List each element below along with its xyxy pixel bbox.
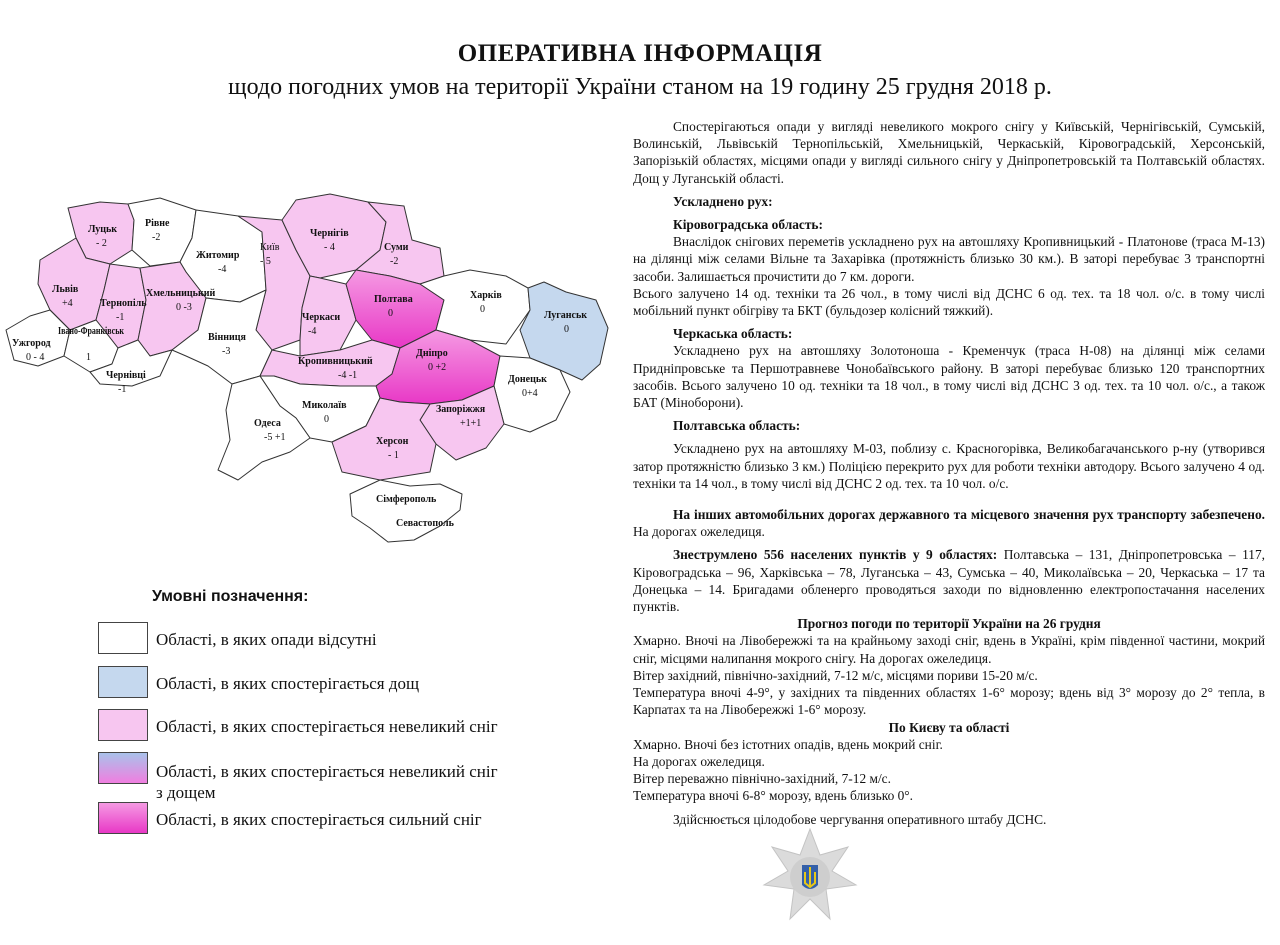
- label-odesa: Одеса: [254, 418, 281, 429]
- value-kherson: - 1: [388, 450, 399, 461]
- kirov-paragraph-1: Внаслідок снігових переметів ускладнено рух на автошляху Кропивницький - Платонове (траса М-13) на ділянці між селами Вільне та Захарівка (протяжність близько 30 км.). В заторі перебуває 3 транспортні засоби. Залишається прочистити до 7 км. дороги.: [633, 234, 1265, 284]
- page-title: ОПЕРАТИВНА ІНФОРМАЦІЯ: [457, 40, 823, 67]
- value-mykolaiv: 0: [324, 414, 329, 425]
- label-zhytomyr: Житомир: [196, 250, 240, 261]
- label-lviv: Львів: [52, 284, 79, 295]
- legend-label: Області, в яких спостерігається сильний сніг: [156, 810, 482, 829]
- label-ternopil: Тернопіль: [100, 298, 147, 309]
- legend-item-light-snow: [98, 709, 568, 745]
- power-rest: Полтавська – 131, Дніпропетровська – 117, Кіровоградська – 96, Харківська – 78, Луганська – 43, Сумська – 40, Миколаївська – 20, Черкаська – 17 та Донецька – 14. Бригадами обленерго проводяться заходи по відновленню електропостачання населених пунктів.: [633, 547, 1265, 615]
- forecast-line-3: Температура вночі 4-9°, у західних та південних областях 1-6° морозу; вдень від 3° морозу до 2° тепла, в Карпатах та на Лівобережжі 1-6° морозу.: [633, 685, 1265, 718]
- region-crimea: [350, 480, 462, 542]
- legend-item-snow-rain: [98, 752, 568, 800]
- label-lutsk: Луцьк: [88, 224, 118, 235]
- value-chernivtsi: -1: [118, 384, 127, 395]
- power-bold: Знеструмлено 556 населених пунктів у 9 областях:: [673, 547, 998, 563]
- label-kropyvnytskyi: Кропивницький: [298, 356, 373, 367]
- forecast-line-2: Вітер західний, північно-західний, 7-12 м/с, місцями пориви 15-20 м/с.: [633, 667, 1038, 683]
- legend-label: Області, в яких опади відсутні: [156, 630, 377, 649]
- label-dnipro: Дніпро: [416, 348, 448, 359]
- value-dnipro: 0 +2: [428, 362, 447, 373]
- value-zhytomyr: -4: [218, 264, 227, 275]
- value-donetsk: 0+4: [522, 388, 538, 399]
- power-outage-paragraph: [633, 546, 1265, 615]
- label-cherkasy: Черкаси: [302, 312, 341, 323]
- value-kharkiv: 0: [480, 304, 485, 315]
- legend-swatch-white: [98, 622, 148, 654]
- kirov-paragraph-2: Всього залучено 14 од. техніки та 26 чол., в тому числі від ДСНС 6 од. тех. та 18 чол. о/с. в тому числі мобільний пункт обігріву та БКТ (бульдозер колісний тяжкий).: [633, 285, 1265, 319]
- kirov-heading: Кіровоградська область:: [673, 217, 823, 233]
- label-uzhhorod: Ужгород: [12, 338, 51, 349]
- legend-swatch-pink: [98, 709, 148, 741]
- value-sumy: -2: [390, 256, 399, 267]
- value-kyiv: - 5: [260, 256, 271, 267]
- value-rivne: -2: [152, 232, 161, 243]
- value-odesa: -5 +1: [264, 432, 286, 443]
- kyiv-line-2: На дорогах ожеледиця.: [633, 753, 765, 769]
- complicated-heading: Ускладнено рух:: [673, 193, 773, 209]
- value-lviv: +4: [62, 298, 73, 309]
- kyiv-line-4: Температура вночі 6-8° морозу, вдень близько 0°.: [633, 788, 914, 804]
- legend-item-heavy-snow: [98, 802, 568, 838]
- kyiv-heading: По Києву та області: [888, 719, 1010, 735]
- label-chernihiv: Чернігів: [310, 228, 349, 239]
- label-rivne: Рівне: [145, 218, 170, 229]
- value-uzhhorod: 0 - 4: [26, 352, 45, 363]
- label-donetsk: Донецьк: [508, 374, 547, 385]
- legend-label: Області, в яких спостерігається дощ: [156, 674, 420, 693]
- legend-swatch-gradient: [98, 752, 148, 784]
- label-luhansk: Луганськ: [544, 310, 587, 321]
- label-poltava: Полтава: [374, 294, 413, 305]
- label-kharkiv: Харків: [470, 290, 502, 301]
- roads-bold: На інших автомобільних дорогах державного та місцевого значення рух транспорту забезпечено.: [673, 507, 1265, 523]
- label-kherson: Херсон: [376, 436, 409, 447]
- label-sumy: Суми: [384, 242, 409, 253]
- value-zaporizhzhia: +1+1: [460, 418, 482, 429]
- legend-item-no-precipitation: [98, 622, 568, 658]
- legend-swatch-blue: [98, 666, 148, 698]
- cherkasy-heading: Черкаська область:: [673, 326, 793, 342]
- value-luhansk: 0: [564, 324, 569, 335]
- label-mykolaiv: Миколаїв: [302, 400, 347, 411]
- value-kropyvnytskyi: -4 -1: [338, 370, 358, 381]
- value-poltava: 0: [388, 308, 393, 319]
- legend-item-rain: [98, 666, 568, 702]
- legend-swatch-magenta: [98, 802, 148, 834]
- legend-label: Області, в яких спостерігається невеликий сніг з дощем: [156, 762, 498, 802]
- kyiv-line-1: Хмарно. Вночі без істотних опадів, вдень мокрий сніг.: [633, 736, 943, 752]
- label-chernivtsi: Чернівці: [106, 370, 146, 381]
- value-lutsk: - 2: [96, 238, 107, 249]
- report-text: [633, 118, 1265, 828]
- label-ivano-frankivsk: Івано-Франківськ: [58, 326, 125, 337]
- poltava-heading: Полтавська область:: [673, 418, 801, 434]
- label-khmelnytskyi: Хмельницький: [146, 288, 216, 299]
- forecast-line-1: Хмарно. Вночі на Лівобережжі та на крайньому заході сніг, вдень в Україні, крім південної частини, мокрий сніг, місцями налипання мокрого снігу. На дорогах ожеледиця.: [633, 633, 1265, 666]
- label-kyiv: Київ: [260, 242, 280, 253]
- forecast-heading: Прогноз погоди по території України на 26 грудня: [797, 616, 1101, 632]
- label-vinnytsia: Вінниця: [208, 332, 246, 343]
- label-sevastopol: Севастополь: [396, 518, 454, 529]
- poltava-paragraph-1: Ускладнено рух на автошляху М-03, поблизу с. Красногорівка, Великобагачанського р-ну (утворився затор протяжністю близько 3 км.) Поліцією перекрито рух для роботи техніки автодору. Всього залучено 4 од. техніки та 14 чол., в тому числі від ДСНС 2 од. тех. та 10 чол. о/с.: [633, 441, 1265, 491]
- footer-note: Здійснюється цілодобове чергування оперативного штабу ДСНС.: [673, 811, 1047, 827]
- legend-label: Області, в яких спостерігається невеликий сніг: [156, 717, 498, 736]
- value-khmelnytskyi: 0 -3: [176, 302, 192, 313]
- value-ternopil: -1: [116, 312, 125, 323]
- legend-title: Умовні позначення:: [152, 588, 309, 605]
- label-zaporizhzhia: Запоріжжя: [436, 404, 486, 415]
- intro-paragraph: Спостерігаються опади у вигляді невеликого мокрого снігу у Київській, Чернігівській, Сумській, Волинській, Львівській Тернопільській, Хмельницькій, Черкаській, Кіровоградській, Херсонській, Запорізькій областях, місцями опади у вигляді сильного снігу у Дніпропетровській та Полтавській областях. Дощ у Луганській області.: [633, 119, 1265, 186]
- value-cherkasy: -4: [308, 326, 317, 337]
- label-simferopol: Сімферополь: [376, 494, 437, 505]
- value-ivano-frankivsk: 1: [86, 352, 91, 363]
- kyiv-line-3: Вітер переважно північно-західний, 7-12 м/с.: [633, 771, 891, 787]
- roads-paragraph: [633, 506, 1265, 540]
- roads-rest: На дорогах ожеледиця.: [633, 524, 765, 540]
- value-chernihiv: - 4: [324, 242, 335, 253]
- page-subtitle: щодо погодних умов на території України станом на 19 годину 25 грудня 2018 р.: [228, 74, 1052, 100]
- ukraine-weather-map: [0, 180, 620, 560]
- cherkasy-paragraph-1: Ускладнено рух на автошляху Золотоноша - Кременчук (траса Н-08) на ділянці між селами Придніпровське та Першотравневе Чонобаївського району. В заторі перебуває близько 120 транспортних засобів. Всього залучено 10 од. техніки та 18 чол., в тому числі від ДСНС 3 од. тех. та 10 чол. о/с., а також БАТ (Міноборони).: [633, 343, 1265, 411]
- value-vinnytsia: -3: [222, 346, 231, 357]
- dsns-emblem-icon: [760, 825, 860, 925]
